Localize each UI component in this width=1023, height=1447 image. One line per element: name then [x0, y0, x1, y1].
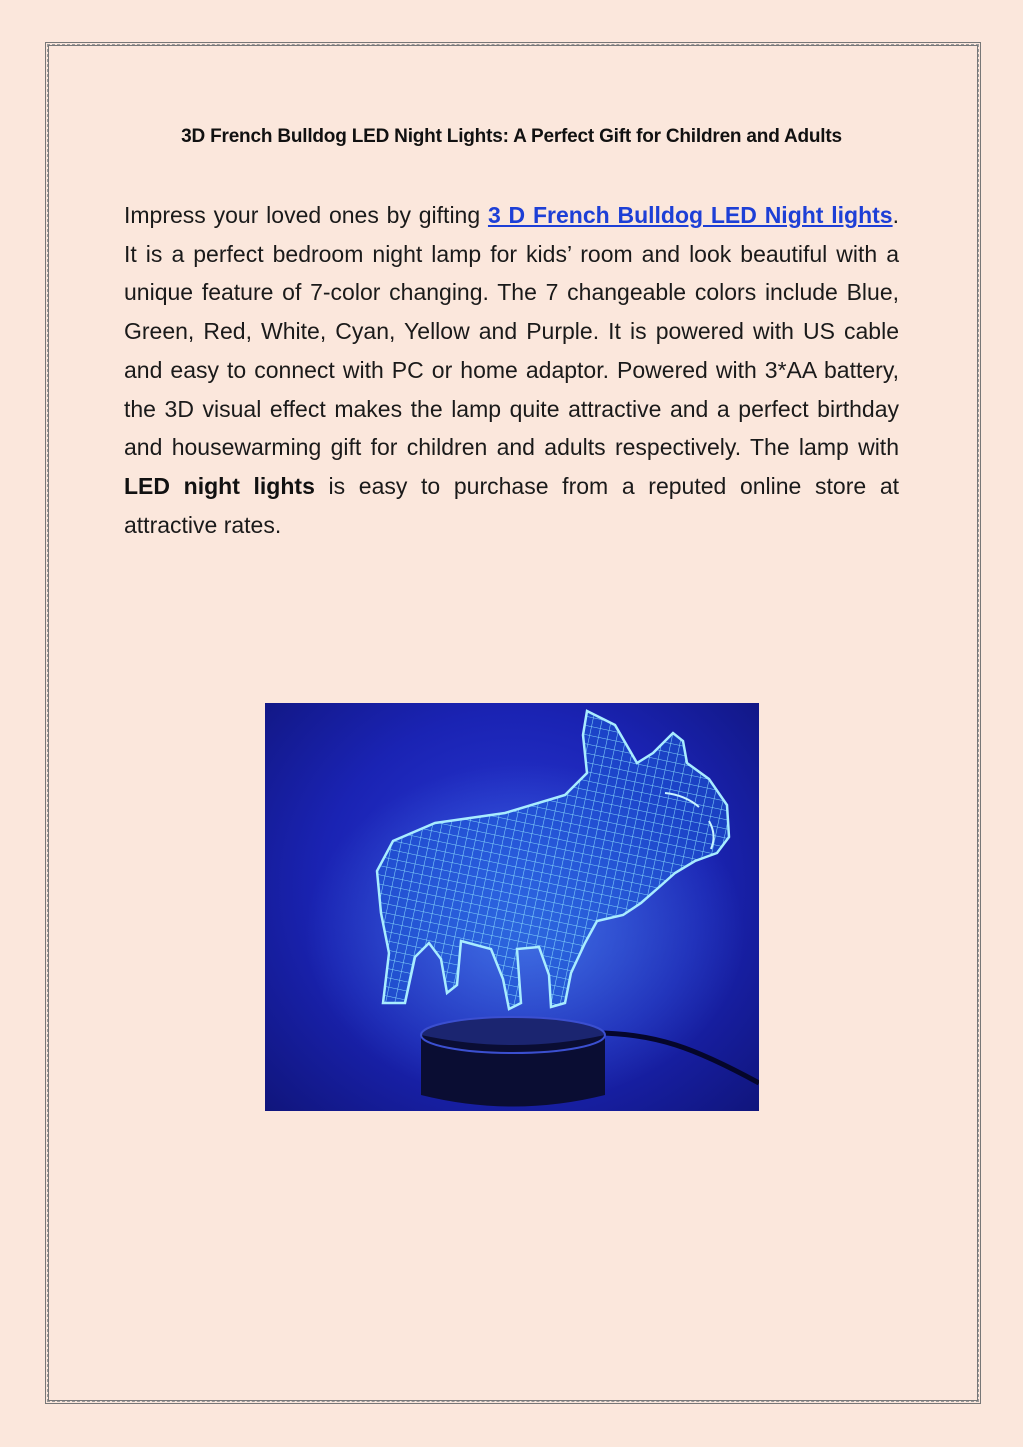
page-title: 3D French Bulldog LED Night Lights: A Perfect Gift for Children and Adults: [181, 126, 842, 147]
paragraph-intro: Impress your loved ones by gifting: [124, 202, 488, 228]
body-paragraph: [124, 196, 899, 544]
product-link[interactable]: 3 D French Bulldog LED Night lights: [487, 202, 893, 228]
bulldog-lamp-image: [265, 703, 759, 1111]
bold-keyword: LED night lights: [124, 472, 315, 499]
bulldog-lamp-illustration: [265, 703, 759, 1111]
paragraph-middle: . It is a perfect bedroom night lamp for kids’ room and look beautiful with a unique feature of 7-color changing. The 7 changeable colors include Blue, Green, Red, White, Cyan, Yellow and Purple. It is powered with US cable and easy to connect with PC or home adaptor. Powered with 3*AA battery, the 3D visual effect makes the lamp quite attractive and a perfect birthday and housewarming gift for children and adults respectively. The lamp with: [124, 202, 899, 461]
paragraph-outro: is easy to purchase from a reputed online store at attractive rates.: [124, 472, 899, 538]
